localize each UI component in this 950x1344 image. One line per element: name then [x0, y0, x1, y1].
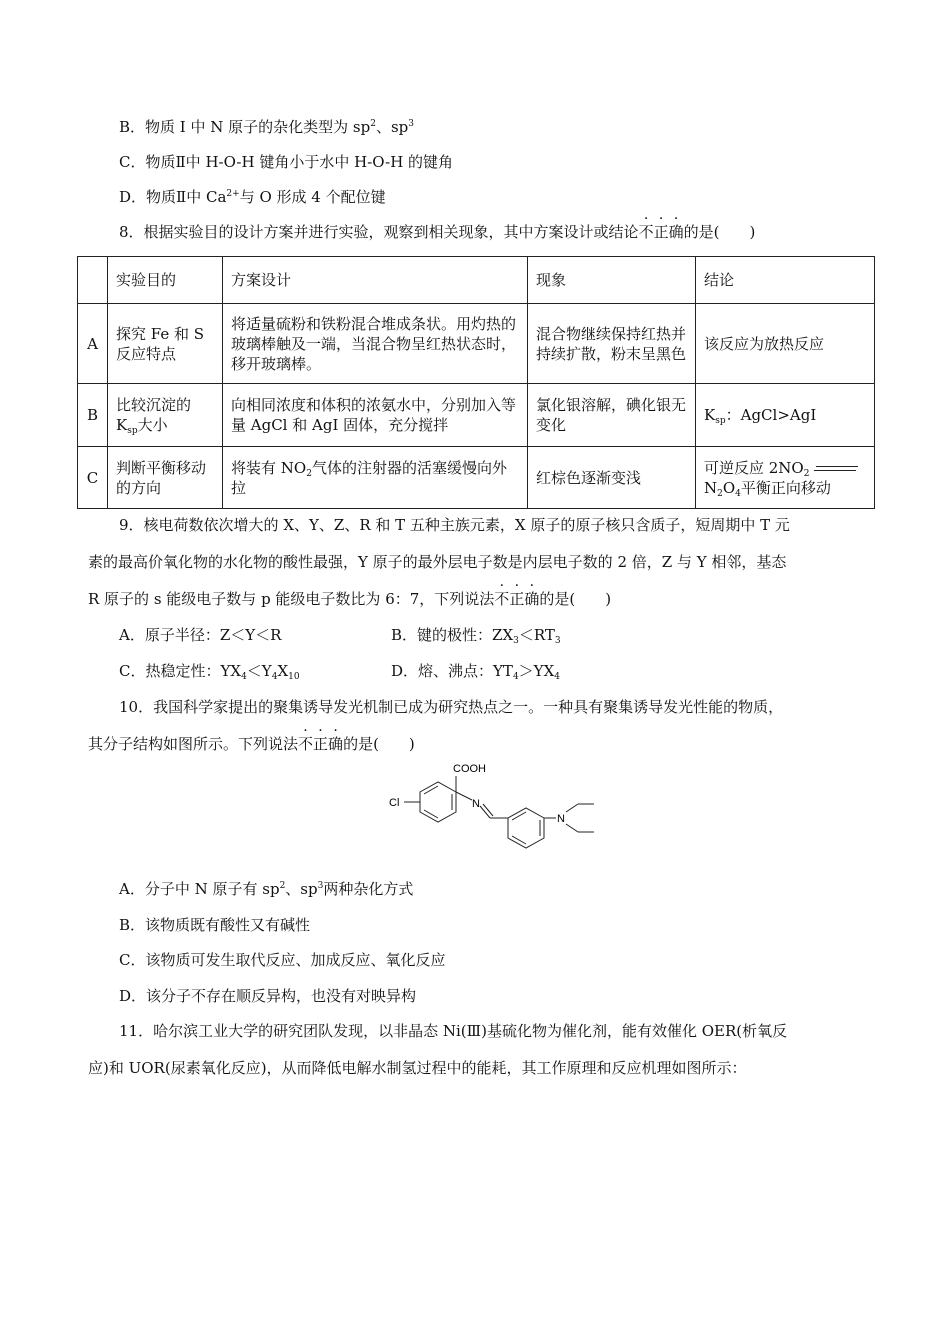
- q10-option-d: D．该分子不存在顺反异构，也没有对映异构: [119, 987, 417, 1005]
- header-phenomenon: 现象: [528, 257, 696, 304]
- cell-phenomenon: 红棕色逐渐变浅: [528, 447, 696, 509]
- q7-option-c: C．物质Ⅱ中 H-O-H 键角小于水中 H-O-H 的键角: [119, 153, 454, 171]
- table-row: [78, 384, 875, 447]
- row-label: B: [78, 384, 108, 447]
- benzene-ring-left: [420, 782, 456, 822]
- q9-option-a: A．原子半径：Z＜Y＜R: [119, 626, 282, 644]
- q8-stem: 8．根据实验目的设计方案并进行实验，观察到相关现象，其中方案设计或结论不正确的是( ): [119, 223, 756, 241]
- benzene-ring-right: [508, 808, 544, 848]
- table-header-row: [78, 257, 875, 304]
- q9-option-b: B．键的极性：$ZX_3<RT_3$: [391, 626, 561, 646]
- imine-nitrogen-label: N: [472, 798, 480, 810]
- cell-design: 向相同浓度和体积的浓氨水中，分别加入等量 AgCl 和 AgI 固体，充分搅拌: [223, 384, 528, 447]
- q9-options-cd: [119, 661, 719, 681]
- q9-stem-line2: 素的最高价氧化物的水化物的酸性最强，Y 原子的最外层电子数是内层电子数的 2 倍，Z 与 Y 相邻，基态: [88, 553, 787, 571]
- q10-option-b: B．该物质既有酸性又有碱性: [119, 916, 311, 934]
- q9-option-c: C．热稳定性：$YX_4<Y_4X_{10}$: [119, 662, 300, 682]
- q9-stem-line3: R 原子的 s 能级电子数与 p 能级电子数比为 6：7，下列说法不正确的是( ): [88, 590, 612, 608]
- cell-conclusion: 该反应为放热反应: [696, 304, 875, 384]
- q10-stem-line2: 其分子结构如图所示。下列说法不正确的是( ): [88, 735, 415, 753]
- header-design: 方案设计: [223, 257, 528, 304]
- q11-stem-line1: 11．哈尔滨工业大学的研究团队发现，以非晶态 Ni(Ⅲ)基硫化物为催化剂，能有效催化 OER(析氧反: [119, 1022, 788, 1040]
- cell-purpose: 判断平衡移动的方向: [108, 447, 223, 509]
- cell-purpose: 探究 Fe 和 S 反应特点: [108, 304, 223, 384]
- q10-option-c: C．该物质可发生取代反应、加成反应、氧化反应: [119, 951, 446, 969]
- table-row: [78, 304, 875, 384]
- molecular-structure-diagram: [380, 762, 610, 854]
- q10-option-a: A．分子中 N 原子有 $sp^2$、$sp^3$两种杂化方式: [119, 880, 414, 898]
- header-purpose: 实验目的: [108, 257, 223, 304]
- cell-design: 将装有 $NO_2$气体的注射器的活塞缓慢向外拉: [223, 447, 528, 509]
- q7-option-b: B．物质 I 中 N 原子的杂化类型为 $sp^2$、$sp^3$: [119, 118, 414, 136]
- row-label: C: [78, 447, 108, 509]
- q9-stem-line1: 9．核电荷数依次增大的 X、Y、Z、R 和 T 五种主族元素，X 原子的原子核只含质子，短周期中 T 元: [119, 516, 790, 534]
- cell-phenomenon: 混合物继续保持红热并持续扩散，粉末呈黑色: [528, 304, 696, 384]
- q9-option-d: D．熔、沸点：$YT_4>YX_4$: [391, 662, 560, 682]
- header-conclusion: 结论: [696, 257, 875, 304]
- table-row: [78, 447, 875, 509]
- q10-stem-line1: 10．我国科学家提出的聚集诱导发光机制已成为研究热点之一。一种具有聚集诱导发光性能的物质，: [119, 698, 784, 716]
- q7-option-d: D．物质Ⅱ中 $Ca^{2+}$与 O 形成 4 个配位键: [119, 188, 386, 206]
- chlorine-label: Cl: [389, 797, 400, 809]
- amine-nitrogen-label: N: [557, 813, 565, 825]
- q9-options-ab: [119, 625, 719, 645]
- cell-conclusion: 可逆反应 $2NO_2$ $N_2O_4$平衡正向移动: [696, 447, 875, 509]
- cooh-label: COOH: [453, 763, 486, 775]
- equilibrium-arrow-icon: [814, 464, 858, 474]
- q11-stem-line2: 应)和 UOR(尿素氧化反应)，从而降低电解水制氢过程中的能耗，其工作原理和反应机理如图所示：: [88, 1059, 747, 1077]
- cell-conclusion: $K_{sp}$：AgCl>AgI: [696, 384, 875, 447]
- cell-phenomenon: 氯化银溶解，碘化银无变化: [528, 384, 696, 447]
- experiment-table: [77, 256, 875, 509]
- cell-purpose: 比较沉淀的 $K_{sp}$大小: [108, 384, 223, 447]
- row-label: A: [78, 304, 108, 384]
- cell-design: 将适量硫粉和铁粉混合堆成条状。用灼热的玻璃棒触及一端，当混合物呈红热状态时，移开玻璃棒。: [223, 304, 528, 384]
